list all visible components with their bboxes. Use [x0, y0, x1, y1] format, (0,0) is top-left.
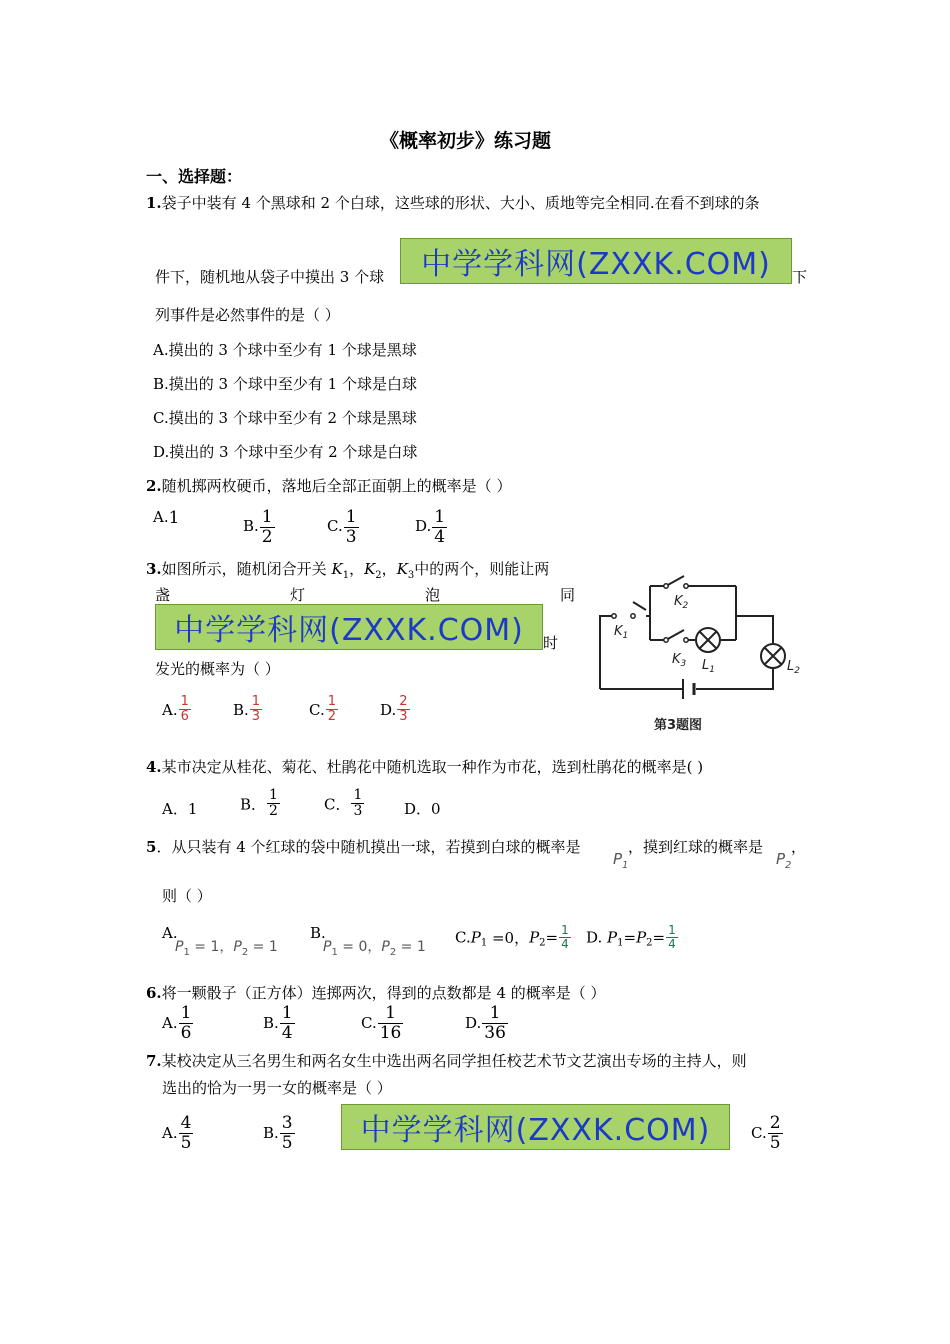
fraction — [179, 695, 191, 725]
option-letter: A. — [162, 700, 178, 719]
question-6-option-b — [263, 1004, 295, 1042]
denominator: 4 — [668, 937, 676, 952]
p-subscript: 1 — [183, 946, 190, 958]
denominator: 4 — [434, 526, 446, 547]
k1-symbol: K — [331, 560, 343, 578]
question-6-option-d — [465, 1004, 508, 1042]
numerator: 1 — [261, 507, 273, 527]
expr: = 0， — [342, 939, 382, 955]
numerator: 1 — [353, 787, 363, 803]
fraction — [250, 695, 262, 725]
option-letter: B． — [240, 795, 267, 814]
fraction — [482, 1004, 508, 1042]
question-5-text-1: ．从只装有 4 个红球的袋中随机摸出一球，若摸到白球的概率是 — [156, 838, 581, 856]
question-1-number: 1. — [146, 194, 162, 212]
switch-k3-blade — [666, 630, 684, 640]
option-letter: B. — [243, 517, 259, 536]
question-5-option-d — [586, 924, 678, 951]
numerator: 1 — [269, 787, 278, 803]
option-value: 1 — [168, 508, 180, 528]
fraction — [326, 695, 338, 725]
numerator: 1 — [434, 507, 446, 527]
p-letter: P — [470, 928, 481, 947]
fraction — [267, 788, 280, 820]
denominator: 6 — [180, 709, 189, 725]
option-letter: D. — [465, 1014, 482, 1033]
denominator: 2 — [327, 709, 336, 725]
k2-subscript: 2 — [375, 570, 382, 581]
question-4-option-b — [240, 788, 280, 820]
question-6-option-a — [162, 1004, 193, 1042]
question-7-line-2: 选出的恰为一男一女的概率是（ ） — [162, 1079, 392, 1097]
fraction — [344, 508, 359, 546]
expr: = — [652, 928, 666, 947]
expr: = 1， — [194, 939, 234, 955]
option-letter: B. — [233, 700, 249, 719]
p-letter: P — [529, 928, 540, 947]
numerator: 1 — [345, 507, 357, 527]
fraction — [397, 695, 409, 725]
question-1-line-1 — [146, 192, 760, 213]
p-subscript: 2 — [539, 937, 546, 949]
p-letter: P — [233, 939, 242, 955]
question-3-line-3: 发光的概率为（ ） — [155, 660, 280, 678]
fraction — [559, 924, 571, 951]
switch-k1-blade — [633, 602, 646, 610]
denominator: 3 — [353, 803, 363, 820]
label-k1: $K_1$ — [614, 624, 629, 641]
circuit-diagram — [592, 568, 817, 738]
question-3-option-a — [162, 695, 191, 725]
p-subscript: 1 — [480, 937, 488, 949]
question-3-option-d — [380, 695, 410, 725]
switch-k2-blade — [666, 576, 684, 586]
denominator: 6 — [180, 1022, 192, 1043]
question-5-text-3: ， — [791, 838, 807, 856]
watermark-banner: 中学学科网(ZXXK.COM) — [155, 604, 543, 650]
p-letter: P — [776, 850, 786, 868]
page-title: 《概率初步》练习题 — [380, 130, 552, 152]
option-letter: C． — [324, 795, 351, 814]
fraction — [179, 1114, 194, 1152]
question-5-option-b-expr — [323, 936, 426, 958]
question-7-option-c — [751, 1114, 783, 1152]
question-1-line-3: 列事件是必然事件的是（ ） — [155, 306, 340, 324]
p-subscript: 1 — [331, 946, 338, 958]
fraction — [768, 1114, 783, 1152]
fraction — [280, 1004, 295, 1042]
option-letter: A. — [153, 508, 169, 526]
option-letter: D. — [586, 928, 608, 947]
expr: = — [545, 928, 559, 947]
question-6-number: 6. — [146, 984, 162, 1002]
p-letter: P — [613, 850, 623, 868]
expr: = — [623, 928, 637, 947]
word-3: 泡 — [425, 586, 441, 604]
question-4-option-a: A．1 — [162, 800, 198, 818]
denominator: 3 — [251, 709, 261, 725]
question-2-line — [146, 475, 511, 496]
word-4: 同 — [560, 586, 576, 604]
label-l2: $L_2$ — [787, 659, 800, 676]
option-letter: B. — [310, 924, 326, 942]
question-7-option-b — [263, 1114, 295, 1152]
option-letter: C. — [361, 1014, 377, 1033]
question-5-option-a-expr — [175, 936, 278, 958]
question-3-option-b — [233, 695, 262, 725]
fraction — [260, 508, 275, 546]
numerator: 1 — [385, 1003, 396, 1023]
denominator: 5 — [180, 1132, 192, 1153]
denominator: 16 — [379, 1022, 402, 1043]
question-4-option-d: D．0 — [404, 800, 441, 818]
numerator: 1 — [251, 694, 261, 709]
denominator: 5 — [769, 1132, 781, 1153]
numerator: 2 — [399, 694, 408, 709]
question-4-text: 某市决定从桂花、菊花、杜鹃花中随机选取一种作为市花，选到杜鹃花的概率是( ) — [161, 758, 704, 776]
question-1-option-c: C.摸出的 3 个球中至少有 2 个球是黑球 — [153, 409, 417, 427]
question-4-number: 4. — [146, 758, 162, 776]
numerator: 2 — [769, 1113, 781, 1133]
question-6-option-c — [361, 1004, 403, 1042]
question-1-option-d: D.摸出的 3 个球中至少有 2 个球是白球 — [153, 443, 418, 461]
question-2-text: 随机掷两枚硬币，落地后全部正面朝上的概率是（ ） — [161, 477, 512, 495]
p-subscript: 2 — [389, 946, 397, 958]
option-letter: C. — [309, 700, 325, 719]
fraction — [378, 1004, 404, 1042]
option-letter: A. — [162, 924, 178, 942]
label-k2: $K_2$ — [674, 594, 689, 611]
option-letter: D. — [415, 517, 432, 536]
question-5-option-c — [455, 924, 571, 951]
option-letter: A. — [162, 1014, 178, 1033]
denominator: 36 — [484, 1022, 506, 1043]
denominator: 3 — [345, 526, 357, 547]
fraction — [179, 1004, 194, 1042]
denominator: 5 — [281, 1132, 293, 1153]
question-6-line — [146, 982, 606, 1003]
question-5-line — [146, 836, 581, 857]
label-l1: $L_1$ — [702, 658, 715, 675]
numerator: 3 — [281, 1113, 293, 1133]
question-2-option-c — [327, 508, 359, 546]
p2-symbol — [776, 850, 791, 871]
p-letter: P — [323, 939, 332, 955]
numerator: 1 — [561, 923, 569, 937]
denominator: 4 — [561, 937, 569, 952]
question-2-number: 2. — [146, 477, 162, 495]
question-3-line-2b: 时 — [543, 634, 559, 652]
p-subscript: 2 — [646, 937, 653, 949]
question-1-option-b: B.摸出的 3 个球中至少有 1 个球是白球 — [153, 375, 417, 393]
wire-left — [600, 616, 614, 689]
expr: = 1 — [252, 939, 278, 955]
denominator: 4 — [281, 1022, 293, 1043]
question-3-text-2: 中的两个，则能让两 — [414, 560, 550, 578]
watermark-banner: 中学学科网(ZXXK.COM) — [341, 1104, 730, 1150]
k1-subscript: 1 — [342, 570, 350, 581]
numerator: 1 — [327, 694, 336, 709]
denominator: 2 — [261, 526, 273, 547]
label-k3: $K_3$ — [672, 652, 687, 669]
option-letter: B. — [263, 1124, 279, 1143]
option-letter: B. — [263, 1014, 279, 1033]
option-letter: C. — [327, 517, 343, 536]
option-letter: A. — [162, 1124, 178, 1143]
question-1-line-2b: 下 — [792, 268, 808, 286]
denominator: 2 — [269, 803, 278, 820]
question-3-line-1: 3.如图所示，随机闭合开关 $K_1$，$K_2$，$K_3$中的两个，则能让两 — [146, 560, 550, 581]
question-7-option-a — [162, 1114, 193, 1152]
option-letter: C. — [455, 928, 471, 947]
numerator: 1 — [489, 1003, 501, 1023]
question-2-option-d — [415, 508, 447, 546]
question-3-number: 3. — [146, 560, 162, 578]
question-6-text: 将一颗骰子（正方体）连掷两次，得到的点数都是 4 的概率是（ ） — [161, 984, 606, 1002]
question-5-line-2: 则（ ） — [162, 887, 212, 905]
p-letter: P — [381, 939, 390, 955]
word-1: 盏 — [155, 586, 171, 604]
numerator: 1 — [180, 694, 189, 709]
k3-subscript: 3 — [407, 570, 415, 581]
numerator: 1 — [180, 1003, 192, 1023]
p-letter: P — [607, 928, 618, 947]
expr: =0， — [487, 929, 530, 948]
numerator: 1 — [668, 923, 676, 937]
question-7-number: 7. — [146, 1052, 162, 1070]
question-3-option-c — [309, 695, 338, 725]
k2-symbol: K — [364, 560, 376, 578]
fraction — [432, 508, 447, 546]
word-2: 灯 — [290, 586, 306, 604]
p-letter: P — [636, 928, 647, 947]
question-4-option-c — [324, 788, 364, 820]
question-5-number: 5 — [146, 838, 157, 856]
numerator: 1 — [281, 1003, 293, 1023]
question-2-option-a — [153, 508, 179, 528]
numerator: 4 — [180, 1113, 192, 1133]
question-1-option-a: A.摸出的 3 个球中至少有 1 个球是黑球 — [153, 341, 417, 359]
lamp-l2-icon — [761, 644, 785, 668]
question-4-line — [146, 756, 703, 777]
option-letter: D. — [380, 700, 397, 719]
p-letter: P — [175, 939, 184, 955]
watermark-banner: 中学学科网(ZXXK.COM) — [400, 238, 792, 284]
p-subscript: 2 — [785, 860, 792, 871]
question-3-text: 如图所示，随机闭合开关 — [161, 560, 327, 578]
option-letter: C. — [751, 1124, 767, 1143]
question-7-text: 某校决定从三名男生和两名女生中选出两名同学担任校艺术节文艺演出专场的主持人，则 — [161, 1052, 747, 1070]
fraction — [666, 924, 678, 951]
p-subscript: 1 — [622, 860, 629, 871]
question-2-option-b — [243, 508, 275, 546]
p1-symbol — [613, 850, 628, 871]
k3-symbol: K — [396, 560, 408, 578]
p-subscript: 2 — [241, 946, 249, 958]
fraction — [351, 788, 364, 820]
figure-caption: 第3题图 — [654, 718, 703, 733]
lamp-l1-icon — [696, 628, 720, 652]
fraction — [280, 1114, 295, 1152]
question-1-text: 袋子中装有 4 个黑球和 2 个白球，这些球的形状、大小、质地等完全相同.在看不到球的条 — [161, 194, 760, 212]
question-7-line-1 — [146, 1050, 747, 1071]
denominator: 3 — [399, 709, 408, 725]
section-heading: 一、选择题： — [146, 167, 243, 186]
p-subscript: 1 — [617, 937, 624, 949]
expr: = 1 — [400, 939, 426, 955]
question-5-text-2: ，摸到红球的概率是 — [628, 838, 764, 856]
question-1-line-2a: 件下，随机地从袋子中摸出 3 个球 — [155, 268, 385, 286]
